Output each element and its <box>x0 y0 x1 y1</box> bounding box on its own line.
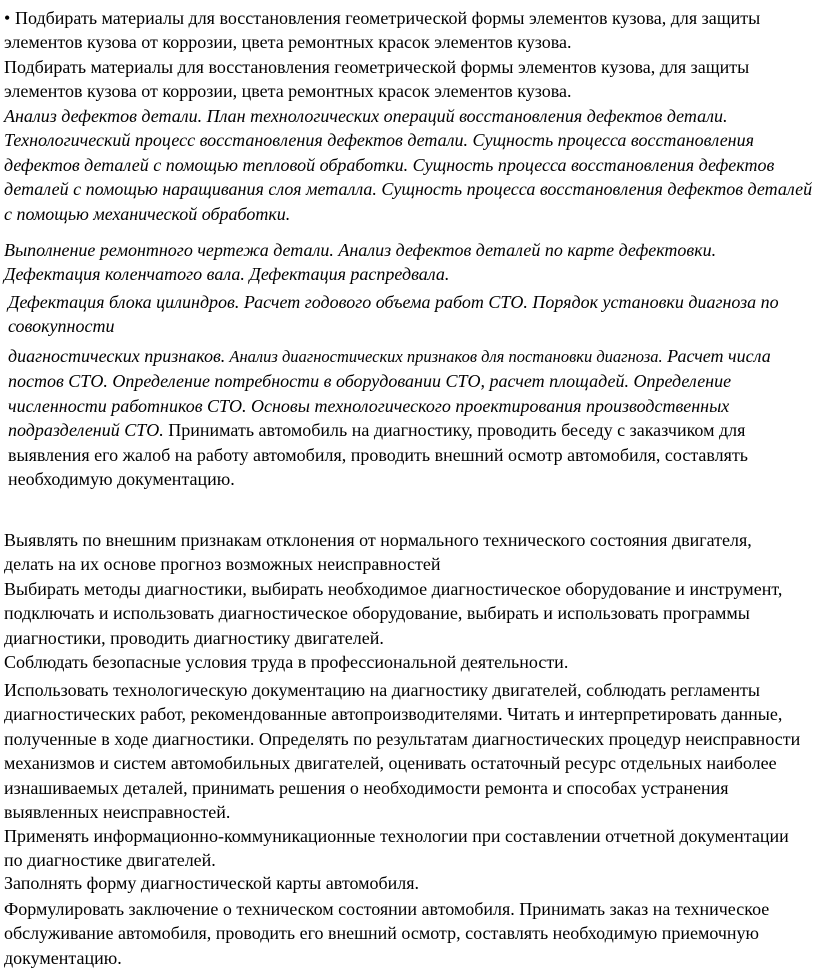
bullet-icon: • <box>4 8 11 28</box>
paragraph-8: Выявлять по внешним признакам отклонения от нормального технического состояния двигателя, делать на их основе прогноз возможных неисправностей <box>4 530 752 575</box>
paragraph-1-text: Подбирать материалы для восстановления геометрической формы элементов кузова, для защиты элементов кузова от коррозии, цвета ремонтных красок элементов кузова. <box>4 8 761 53</box>
paragraph-14: Формулировать заключение о техническом состоянии автомобиля. Принимать заказ на техническое обслуживание автомобиля, проводить его внешний осмотр, составлять необходимую приемочную документацию. <box>4 899 770 968</box>
paragraph-11: Использовать технологическую документацию на диагностику двигателей, соблюдать регламенты диагностических работ, рекомендованные автопроизводителями. Читать и интерпретировать данные, полученные в ходе диагностики. Определять по результатам диагностических процедур неисправности механизмов и систем автомобильных двигателей, оценивать остаточный ресурс отдельных наиболее изнашиваемых деталей, принимать решения о необходимости ремонта и способах устранения выявленных неисправностей. <box>4 680 801 823</box>
paragraph-5: Дефектация коленчатого вала. Дефектация распредвала. <box>4 264 450 284</box>
paragraph-7-part-d: Принимать автомобиль на диагностику, проводить беседу с заказчиком для выявления его жалоб на работу автомобиля, проводить внешний осмотр автомобиля, составлять необходимую документацию. <box>8 420 749 490</box>
paragraph-12: Применять информационно-коммуникационные технологии при составлении отчетной документации по диагностике двигателей. <box>4 826 789 871</box>
paragraph-7-part-c: Расчет числа постов СТО. Определение потребности в оборудовании СТО, расчет площадей. Определение численности работников СТО. Основы технологического проектирования производственных подразделений СТО. <box>8 346 771 441</box>
paragraph-6: Дефектация блока цилиндров. Расчет годового объема работ СТО. Порядок установки диагноза по совокупности <box>8 292 779 337</box>
paragraph-7-part-a: диагностических признаков. <box>8 346 226 366</box>
paragraph-7-part-b: Анализ диагностических признаков для постановки диагноза. <box>225 347 663 366</box>
paragraph-7 <box>8 344 798 491</box>
paragraph-4: Выполнение ремонтного чертежа детали. Анализ дефектов деталей по карте дефектовки. <box>4 240 717 260</box>
paragraph-2: Подбирать материалы для восстановления геометрической формы элементов кузова, для защиты элементов кузова от коррозии, цвета ремонтных красок элементов кузова. <box>4 57 750 102</box>
paragraph-13: Заполнять форму диагностической карты автомобиля. <box>4 873 420 893</box>
paragraph-10: Соблюдать безопасные условия труда в профессиональной деятельности. <box>4 652 569 672</box>
paragraph-1 <box>4 6 804 55</box>
paragraph-3: Анализ дефектов детали. План технологических операций восстановления дефектов детали. Технологический процесс восстановления дефектов детали. Сущность процесса восстановления дефектов деталей с помощью тепловой обработки. Сущность процесса восстановления дефектов деталей с помощью наращивания слоя металла. Сущность процесса восстановления дефектов деталей с помощью механической обработки. <box>4 106 813 224</box>
paragraph-9: Выбирать методы диагностики, выбирать необходимое диагностическое оборудование и инструмент, подключать и использовать диагностическое оборудование, выбирать и использовать программы диагностики, проводить диагностику двигателей. <box>4 579 783 648</box>
